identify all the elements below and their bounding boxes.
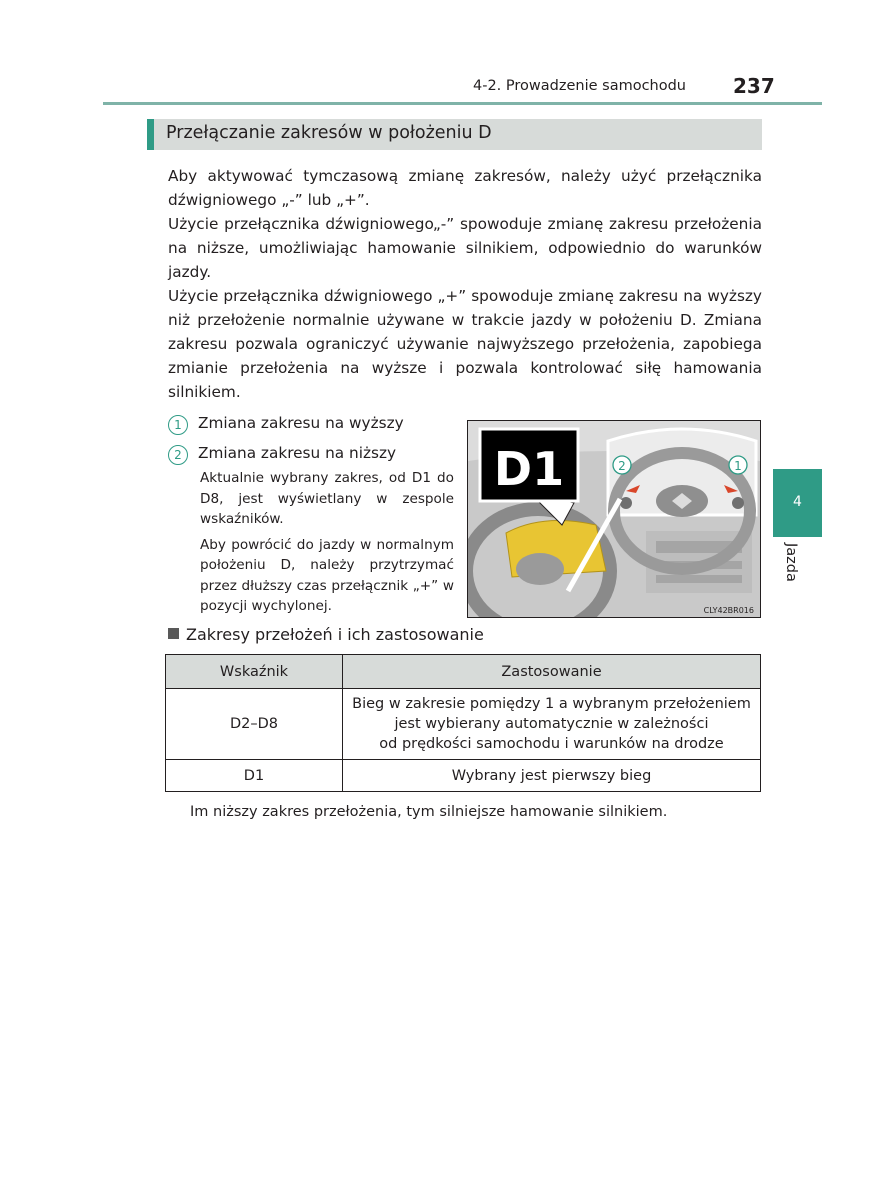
chapter-tab[interactable]: [773, 469, 822, 537]
step-item: [168, 414, 458, 444]
figure-code: CLY42BR016: [703, 606, 754, 615]
step-label: Zmiana zakresu na niższy: [198, 444, 397, 462]
gear-range-table: [165, 654, 761, 792]
section-title-bar: [147, 119, 762, 150]
table-row: [166, 689, 761, 760]
intro-paragraph: Użycie przełącznika dźwigniowego „+” spowoduje zmianę zakresu na wyższy niż przełożenie normalnie używane w trakcie jazdy w położeniu D. Zmiana zakresu pozwala ograniczyć używanie najwyższego przełożenia, zapobiega zmianie przełożenia na wyższe i pozwala kontrolować siłę hamowania silnikiem.: [168, 287, 762, 401]
chapter-tab-number: 4: [793, 494, 802, 510]
header-rule: [103, 102, 822, 105]
usage-line: Wybrany jest pierwszy bieg: [451, 767, 652, 784]
note-text: Aktualnie wybrany zakres, od D1 do D8, jest wyświetlany w zespole wskaźników.: [200, 470, 454, 527]
table-cell-indicator: D2–D8: [166, 689, 343, 760]
step-number-1: 1: [168, 415, 188, 435]
table-row: [166, 760, 761, 792]
footnote: Im niższy zakres przełożenia, tym silniejsze hamowanie silnikiem.: [190, 804, 668, 820]
table-header-row: [166, 655, 761, 689]
figure-callout-1: 1: [734, 459, 742, 473]
step-number-2: 2: [168, 445, 188, 465]
steps-list: [168, 414, 458, 617]
subsection-heading: [168, 625, 484, 644]
intro-paragraph: Aby aktywować tymczasową zmianę zakresów, należy użyć przełącznika dźwigniowego „-” lub „+”.: [168, 167, 762, 209]
step-item: [168, 444, 458, 474]
intro-paragraph: Użycie przełącznika dźwigniowego„-” spowoduje zmianę zakresu przełożenia na niższe, umożliwiając hamowanie silnikiem, odpowiednio do warunków jazdy.: [168, 215, 762, 281]
dashboard-illustration: [468, 421, 760, 617]
section-title: Przełączanie zakresów w położeniu D: [166, 123, 492, 143]
chapter-tab-label: Jazda: [783, 543, 799, 582]
table-cell-indicator: D1: [166, 760, 343, 792]
table-header: Zastosowanie: [343, 655, 761, 689]
subsection-title: Zakresy przełożeń i ich zastosowanie: [186, 625, 484, 644]
table-cell-usage: [343, 689, 761, 760]
running-head: 4-2. Prowadzenie samochodu: [473, 78, 686, 94]
usage-line: od prędkości samochodu i warunków na drodze: [379, 736, 724, 752]
intro-text: [168, 164, 762, 404]
square-bullet-icon: [168, 628, 179, 639]
note-text: Aby powrócić do jazdy w normalnym położeniu D, należy przytrzymać przez dłuższy czas przełącznik „+” w pozycji wychylonej.: [200, 536, 454, 614]
figure-callout-2: 2: [618, 459, 626, 473]
step-label: Zmiana zakresu na wyższy: [198, 414, 404, 432]
figure: [467, 420, 761, 618]
gear-display-text: D1: [493, 442, 565, 496]
table-cell-usage: [343, 760, 761, 792]
usage-line: Bieg w zakresie pomiędzy 1 a wybranym przełożeniem: [352, 696, 751, 712]
page-number: 237: [733, 74, 775, 98]
usage-line: jest wybierany automatycznie w zależności: [394, 716, 709, 732]
table-header: Wskaźnik: [166, 655, 343, 689]
